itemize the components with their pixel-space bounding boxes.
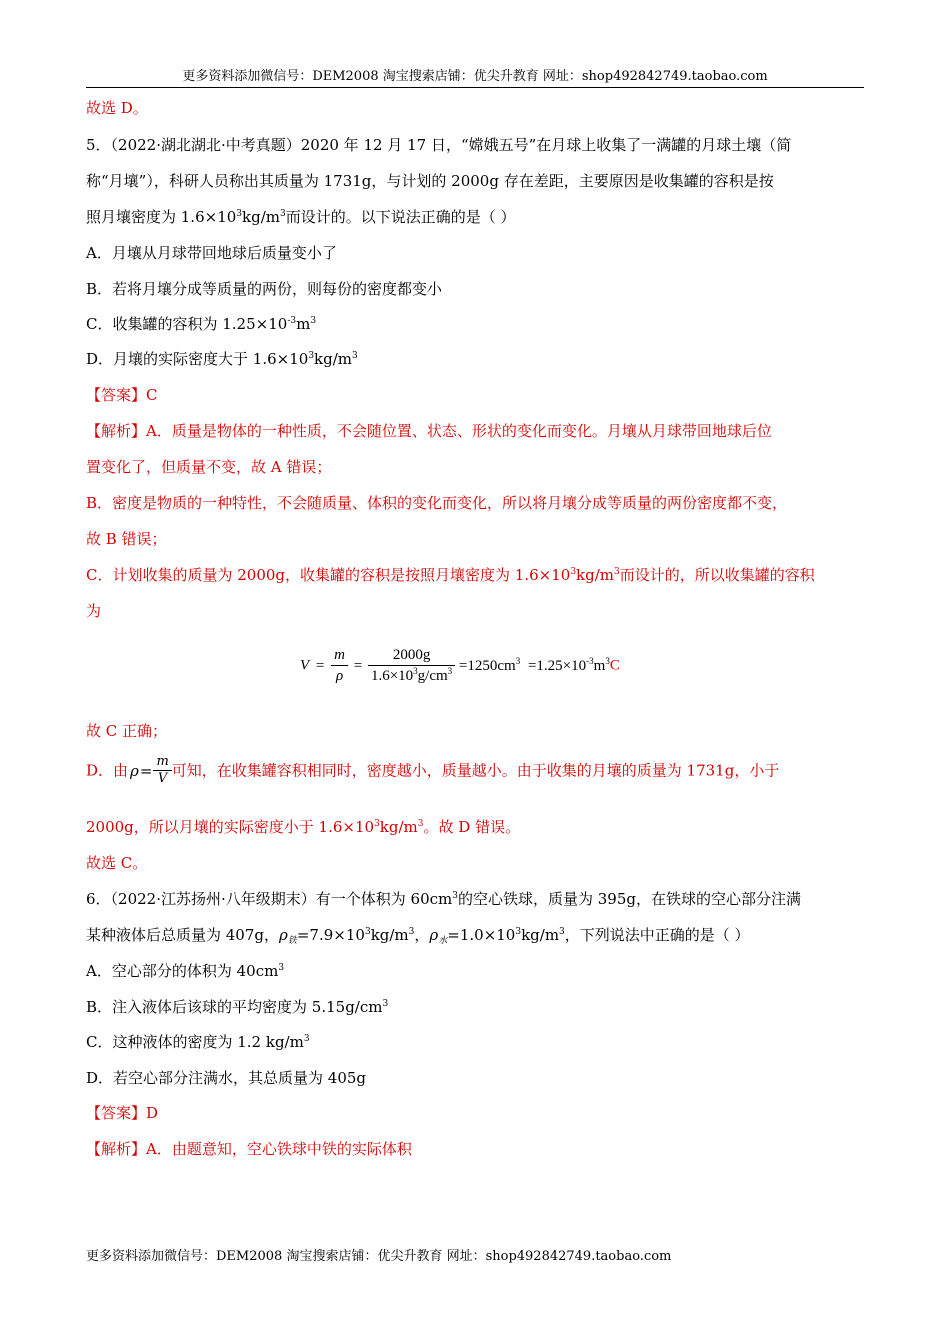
q6-option-a xyxy=(86,960,284,982)
q5-option-c xyxy=(86,313,316,335)
formula-trailing-mark: C xyxy=(609,657,620,674)
sup: 3 xyxy=(382,999,389,1009)
analysis-text: C．计划收集的质量为 2000g，收集罐的容积是按照月壤密度为 1.6×10 xyxy=(86,566,571,584)
option-text: C．这种液体的密度为 1.2 kg/m xyxy=(86,1033,304,1051)
q6-answer xyxy=(86,1102,158,1124)
sup: 3 xyxy=(614,567,620,577)
result-text: =1250cm xyxy=(458,657,516,674)
result-unit: m xyxy=(593,657,606,674)
rho-symbol: ρ xyxy=(429,926,439,944)
sup: 3 xyxy=(417,819,424,829)
q5-option-b: B．若将月壤分成等质量的两份，则每份的密度都变小 xyxy=(86,280,443,298)
analysis-text: 。故 D 错误。 xyxy=(423,818,521,836)
analysis-text: kg/m xyxy=(576,566,615,584)
q6-stem-text: ， xyxy=(414,926,430,944)
q5-sup: 3 xyxy=(352,351,358,361)
q6-stem-line-1 xyxy=(86,888,864,910)
analysis-text: 而设计的，所以收集罐的容积 xyxy=(619,566,815,584)
sup: 3 xyxy=(452,891,458,901)
q5-answer xyxy=(86,384,158,406)
q5-sup: 3 xyxy=(236,209,243,219)
sup: 3 xyxy=(303,1034,310,1044)
answer-label: 【答案】 xyxy=(86,1104,147,1122)
q6-stem-text: （2022·江苏扬州·八年级期末）有一个体积为 60cm xyxy=(110,890,453,908)
q6-option-b xyxy=(86,996,388,1018)
q5-stem-text-3c: 而设计的。以下说法正确的是（ ） xyxy=(285,208,516,226)
q5-analysis-d-line-2 xyxy=(86,816,520,838)
page-footer: 更多资料添加微信号：DEM2008 淘宝搜索店铺：优尖升教育 网址：shop492842749.taobao.com xyxy=(86,1249,672,1264)
answer-label: 【答案】 xyxy=(86,386,147,404)
sup: 3 xyxy=(364,927,371,937)
rho-subscript: 铁 xyxy=(287,936,297,946)
volume-formula xyxy=(300,645,700,705)
q5-opt-d-unit: kg/m xyxy=(314,350,353,368)
sup: 3 xyxy=(570,567,577,577)
sup: 3 xyxy=(408,927,415,937)
formula-result-2 xyxy=(527,655,610,674)
q5-option-d xyxy=(86,348,358,370)
q5-analysis-a-line-2: 置变化了，但质量不变，故 A 错误； xyxy=(86,458,332,476)
fraction-numerator: m xyxy=(331,645,348,666)
q6-option-c xyxy=(86,1031,310,1053)
q6-stem-text: kg/m xyxy=(521,926,560,944)
rho-symbol: ρ xyxy=(279,926,288,944)
rho-symbol: ρ xyxy=(130,761,139,780)
q5-analysis-a-line-1 xyxy=(86,420,864,442)
q5-number: 5． xyxy=(86,136,111,154)
formula-fraction-values xyxy=(368,645,455,686)
q5-stem-text-3a: 照月壤密度为 1.6×10 xyxy=(86,208,237,226)
q6-stem-text: =7.9×10 xyxy=(296,926,365,944)
sup: 3 xyxy=(559,927,565,937)
option-text: A．空心部分的体积为 40cm xyxy=(86,962,279,980)
analysis-text: kg/m xyxy=(379,818,418,836)
sup: 3 xyxy=(515,655,521,666)
q5-analysis-c-conclusion: 故 C 正确； xyxy=(86,722,168,740)
rho-subscript: 水 xyxy=(438,936,448,946)
formula-eq: = xyxy=(139,761,153,780)
analysis-text: 可知，在收集罐容积相同时，密度越小，质量越小。由于收集的月壤的质量为 1731g，小于 xyxy=(171,761,780,780)
previous-conclusion: 故选 D。 xyxy=(86,99,148,117)
formula-eq: = xyxy=(353,657,363,674)
formula-fraction-m-rho xyxy=(331,645,348,686)
q6-analysis-a xyxy=(86,1138,412,1160)
analysis-label: 【解析】 xyxy=(86,1140,147,1158)
q6-stem-text: 某种液体后总质量为 407g， xyxy=(86,926,280,944)
q5-sup: 3 xyxy=(308,351,315,361)
q5-analysis-b-line-2: 故 B 错误； xyxy=(86,530,167,548)
q6-stem-text: kg/m xyxy=(370,926,409,944)
analysis-text: 2000g，所以月壤的实际密度小于 1.6×10 xyxy=(86,818,375,836)
sup: 3 xyxy=(374,819,380,829)
q5-sup: -3 xyxy=(287,316,297,326)
q6-number: 6． xyxy=(86,890,111,908)
fraction-numerator: 2000g xyxy=(368,645,455,666)
analysis-label: 【解析】 xyxy=(86,422,147,440)
answer-value: D xyxy=(146,1104,159,1122)
q5-opt-c-unit: m xyxy=(296,315,311,333)
q5-sup: 3 xyxy=(310,316,317,326)
q5-conclusion: 故选 C。 xyxy=(86,854,148,872)
q5-opt-d-text: D．月壤的实际密度大于 1.6×10 xyxy=(86,350,309,368)
analysis-text: D．由 xyxy=(86,761,129,780)
formula-lhs: V xyxy=(300,657,310,674)
option-text: B．注入液体后该球的平均密度为 5.15g/cm xyxy=(86,998,383,1016)
q5-analysis-c-line-1 xyxy=(86,564,864,586)
header-rule xyxy=(86,87,864,88)
q5-opt-c-text: C．收集罐的容积为 1.25×10 xyxy=(86,315,288,333)
q5-option-a: A．月壤从月球带回地球后质量变小了 xyxy=(86,244,337,262)
q5-stem-line-1 xyxy=(86,134,864,156)
den-unit: g/cm xyxy=(417,668,448,684)
formula-result-1 xyxy=(458,655,521,674)
q6-option-d: D．若空心部分注满水，其总质量为 405g xyxy=(86,1069,367,1087)
sup: 3 xyxy=(447,666,453,676)
page-header: 更多资料添加微信号：DEM2008 淘宝搜索店铺：优尖升教育 网址：shop492842749.taobao.com xyxy=(182,69,768,84)
sup: 3 xyxy=(515,927,522,937)
analysis-text: A．由题意知，空心铁球中铁的实际体积 xyxy=(146,1140,412,1158)
q5-stem-line-2: 称“月壤”），科研人员称出其质量为 1731g，与计划的 2000g 存在差距，主要原因是收集罐的容积是按 xyxy=(86,172,774,190)
q6-stem-line-2 xyxy=(86,924,864,946)
result-text: =1.25×10 xyxy=(527,657,587,674)
den-text: 1.6×10 xyxy=(370,668,414,684)
fraction-denominator xyxy=(368,666,455,686)
answer-value: C xyxy=(146,386,158,404)
inline-fraction-m-v xyxy=(153,754,171,787)
q5-analysis-b-line-1: B．密度是物质的一种特性，不会随质量、体积的变化而变化，所以将月壤分成等质量的两份密度都不变， xyxy=(86,494,788,512)
q5-stem-text-1: （2022·湖北湖北·中考真题）2020 年 12 月 17 日，“嫦娥五号”在月球上收集了一满罐的月球土壤（简 xyxy=(110,136,792,154)
sup: 3 xyxy=(278,963,285,973)
fraction-denominator: V xyxy=(157,771,168,786)
sup: -3 xyxy=(586,655,594,666)
fraction-numerator: m xyxy=(153,754,171,771)
q6-stem-text: ，下列说法中正确的是（ ） xyxy=(564,926,750,944)
q6-stem-text: 的空心铁球，质量为 395g，在铁球的空心部分注满 xyxy=(457,890,801,908)
fraction-denominator: ρ xyxy=(335,668,344,684)
q5-stem-text-3b: kg/m xyxy=(242,208,280,226)
sup: 3 xyxy=(413,666,418,676)
q5-analysis-c-line-2: 为 xyxy=(86,602,102,620)
q6-stem-text: =1.0×10 xyxy=(447,926,516,944)
q5-sup: 3 xyxy=(279,209,286,219)
formula-eq: = xyxy=(315,657,325,674)
analysis-text: A．质量是物体的一种性质，不会随位置、状态、形状的变化而变化。月壤从月球带回地球后位 xyxy=(146,422,772,440)
q5-stem-line-3 xyxy=(86,206,864,228)
sup: 3 xyxy=(605,655,610,666)
q5-analysis-d-line-1 xyxy=(86,754,864,794)
